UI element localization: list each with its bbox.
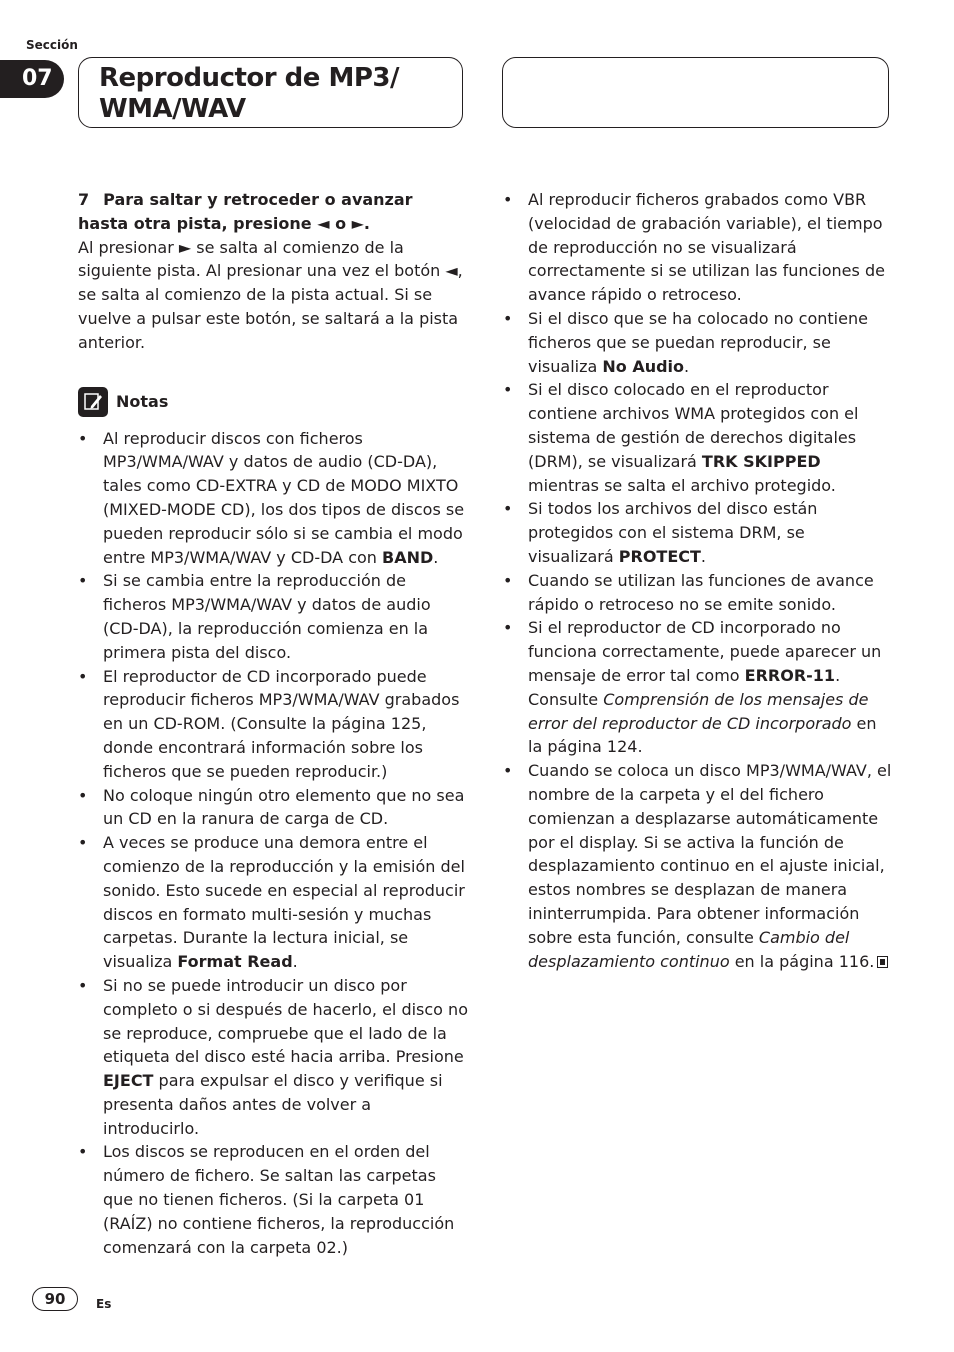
note-bold-term: EJECT <box>103 1071 154 1091</box>
note-item <box>503 188 893 307</box>
end-of-section-icon <box>877 956 888 968</box>
note-item <box>78 1140 468 1259</box>
note-text: Si el disco que se ha colocado no contiene ficheros que se puedan reproducir, se visualiza <box>528 308 868 376</box>
note-text: Al reproducir ficheros grabados como VBR (velocidad de grabación variable), el tiempo de reproducción no se visualizará correctamente si se utilizan las funciones de avance rápido o retroceso. <box>528 190 885 305</box>
note-item <box>78 427 468 570</box>
note-bold-term: ERROR-11 <box>744 665 836 685</box>
right-notes-list <box>503 188 893 973</box>
bullet-dot: • <box>503 380 513 400</box>
note-text: en la página 116. <box>729 951 875 971</box>
note-text: Si el reproductor de CD incorporado no funciona correctamente, puede aparecer un mensaje de error tal como <box>528 618 882 685</box>
note-item <box>78 784 468 832</box>
note-text: Si el disco colocado en el reproductor contiene archivos WMA protegidos con el sistema de gestión de derechos digitales (DRM), se visualizará <box>528 380 859 471</box>
bullet-dot: • <box>503 190 513 209</box>
notes-header <box>78 387 468 417</box>
bullet-dot: • <box>503 570 513 590</box>
note-text: mientras se salta el archivo protegido. <box>528 475 836 495</box>
bullet-dot: • <box>503 761 513 781</box>
bullet-dot: • <box>78 785 88 805</box>
note-text: Si se cambia entre la reproducción de ficheros MP3/WMA/WAV y datos de audio (CD-DA), la reproducción comienza en la primera pista del disco. <box>103 571 431 662</box>
note-bold-term: TRK SKIPPED <box>701 451 821 471</box>
left-column <box>78 188 468 1259</box>
note-item <box>78 831 468 974</box>
note-item <box>503 497 893 568</box>
bullet-dot: • <box>78 571 88 591</box>
bullet-dot: • <box>78 428 88 448</box>
note-text: Los discos se reproducen en el orden del número de fichero. Se saltan las carpetas que no tienen ficheros. (Si la carpeta 01 (RAÍZ) no contiene ficheros, la reproducción comenzará con la carpeta 02.) <box>103 1142 455 1257</box>
section-label: Sección <box>26 38 78 52</box>
note-text: Cuando se utilizan las funciones de avance rápido o retroceso no se emite sonido. <box>528 570 874 614</box>
note-text: Si todos los archivos del disco están protegidos con el sistema DRM, se visualizará <box>528 499 818 566</box>
note-text: para expulsar el disco y verifique si presenta daños antes de volver a introducirlo. <box>103 1071 443 1138</box>
note-text: . Consulte <box>528 665 841 709</box>
note-text: . <box>292 952 298 972</box>
note-item <box>503 378 893 497</box>
title-box <box>78 57 463 128</box>
left-notes-list <box>78 427 468 1260</box>
note-item <box>503 569 893 617</box>
note-reference: Comprensión de los mensajes de error del reproductor de CD incorporado <box>528 689 869 733</box>
note-text: en la página 124. <box>528 713 877 757</box>
note-text: El reproductor de CD incorporado puede reproducir ficheros MP3/WMA/WAV grabados en un CD-ROM. (Consulte la página 125, donde encontrará información sobre los ficheros que se pueden reproducir.) <box>103 666 460 781</box>
page-number: 90 <box>32 1287 78 1311</box>
bullet-dot: • <box>78 666 88 686</box>
language-code: Es <box>96 1297 112 1311</box>
note-text: . <box>700 546 707 566</box>
bullet-dot: • <box>78 975 88 995</box>
note-bold-term: PROTECT <box>618 546 701 566</box>
bullet-dot: • <box>78 833 88 853</box>
note-item <box>78 974 468 1141</box>
bullet-dot: • <box>503 499 513 519</box>
step-heading-text: Para saltar y retroceder o avanzar hasta otra pista, presione ◄ o ►. <box>78 190 413 233</box>
note-text: Si no se puede introducir un disco por completo o si después de hacerlo, el disco no se reproduce, compruebe que el lado de la etiqueta del disco esté hacia arriba. Presione <box>103 975 468 1067</box>
note-text: . <box>433 547 439 567</box>
header-empty-box <box>502 57 889 128</box>
note-pencil-icon <box>78 387 108 417</box>
bullet-dot: • <box>78 1142 88 1162</box>
note-item <box>503 616 893 759</box>
note-item <box>78 569 468 664</box>
note-text: . <box>684 356 690 376</box>
bullet-dot: • <box>503 618 513 638</box>
bullet-dot: • <box>503 308 513 328</box>
note-text: Cuando se coloca un disco MP3/WMA/WAV, el nombre de la carpeta y el del fichero comienzan a desplazarse automáticamente por el display. Si se activa la función de desplazamiento continuo en el ajuste inicial, estos nombres se desplazan de manera ininterrumpida. Para obtener información sobre esta función, consulte <box>528 761 892 947</box>
note-bold-term: BAND <box>382 547 434 567</box>
step-body: Al presionar ► se salta al comienzo de la siguiente pista. Al presionar una vez el botón ◄, se salta al comienzo de la pista actual. Si se vuelve a pulsar este botón, se saltará a la pista anterior. <box>78 237 463 352</box>
section-number-tab: 07 <box>0 60 64 98</box>
note-reference: Cambio del desplazamiento continuo <box>528 927 850 971</box>
note-text: A veces se produce una demora entre el comienzo de la reproducción y la emisión del sonido. Esto sucede en especial al reproducir discos en formato multi-sesión y muchas carpetas. Durante la lectura inicial, se visualiza <box>103 833 465 972</box>
step-heading <box>78 188 468 236</box>
note-item <box>78 665 468 784</box>
page-title-line-2: WMA/WAV <box>99 94 246 124</box>
page-title <box>99 63 399 125</box>
note-text: Al reproducir discos con ficheros MP3/WMA/WAV y datos de audio (CD-DA), tales como CD-EXTRA y CD de MODO MIXTO (MIXED-MODE CD), los dos tipos de discos se pueden reproducir sólo si se cambia el modo entre MP3/WMA/WAV y CD-DA con <box>103 428 465 567</box>
note-bold-term: No Audio <box>602 356 685 376</box>
note-item <box>503 307 893 378</box>
right-column <box>503 188 893 973</box>
step-number: 7 <box>78 190 90 209</box>
note-item <box>503 759 893 973</box>
note-text: No coloque ningún otro elemento que no sea un CD en la ranura de carga de CD. <box>103 785 465 829</box>
page-title-line-1: Reproductor de MP3/ <box>99 63 399 93</box>
notes-title: Notas <box>116 391 169 411</box>
note-bold-term: Format Read <box>177 952 293 972</box>
